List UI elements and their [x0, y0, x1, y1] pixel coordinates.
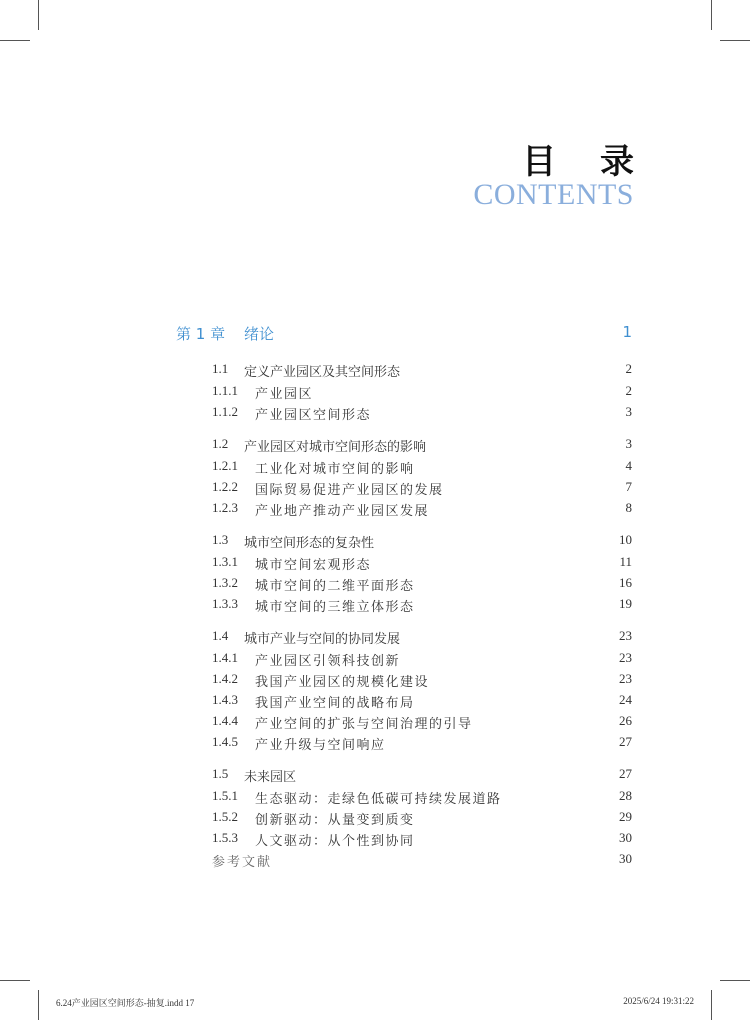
subsection-page: 30	[619, 830, 632, 845]
crop-mark	[720, 980, 750, 981]
section-title: 定义产业园区及其空间形态	[244, 365, 401, 380]
section-number: 1.1	[212, 361, 229, 376]
subsection-title: 国际贸易促进产业园区的发展	[255, 483, 444, 498]
section-page: 27	[619, 766, 632, 781]
toc-subsection-entry[interactable]	[0, 692, 750, 712]
crop-mark	[38, 990, 39, 1020]
subsection-title: 城市空间的二维平面形态	[255, 579, 415, 594]
subsection-page: 16	[619, 575, 632, 590]
subsection-title: 城市空间宏观形态	[255, 558, 372, 573]
section-number: 1.4	[212, 628, 229, 643]
page-subtitle: CONTENTS	[473, 178, 634, 211]
toc-subsection-entry[interactable]	[0, 383, 750, 403]
section-page: 10	[619, 532, 632, 547]
section-page: 23	[619, 628, 632, 643]
subsection-title: 产业园区引领科技创新	[255, 654, 401, 669]
subsection-page: 2	[625, 383, 632, 398]
subsection-page: 28	[619, 788, 632, 803]
subsection-number: 1.3.3	[212, 596, 238, 611]
section-number: 1.5	[212, 766, 229, 781]
section-page: 2	[625, 361, 632, 376]
subsection-page: 4	[625, 458, 632, 473]
subsection-number: 1.5.3	[212, 830, 238, 845]
toc-chapter-entry[interactable]	[0, 323, 750, 343]
print-slug-date: 2025/6/24 19:31:22	[623, 996, 694, 1006]
toc-subsection-entry[interactable]	[0, 479, 750, 499]
toc-subsection-entry[interactable]	[0, 500, 750, 520]
toc-subsection-entry[interactable]	[0, 671, 750, 691]
subsection-title: 产业园区空间形态	[255, 408, 372, 423]
toc-subsection-entry[interactable]	[0, 458, 750, 478]
subsection-number: 1.3.2	[212, 575, 238, 590]
subsection-title: 工业化对城市空间的影响	[255, 462, 415, 477]
subsection-title: 创新驱动：从量变到质变	[255, 813, 415, 828]
subsection-page: 26	[619, 713, 632, 728]
toc-subsection-entry[interactable]	[0, 809, 750, 829]
references-page: 30	[619, 851, 632, 866]
chapter-number: 第 1 章	[176, 325, 226, 343]
subsection-number: 1.4.3	[212, 692, 238, 707]
subsection-title: 产业地产推动产业园区发展	[255, 504, 430, 519]
subsection-title: 产业升级与空间响应	[255, 738, 386, 753]
crop-mark	[38, 0, 39, 30]
toc-subsection-entry[interactable]	[0, 713, 750, 733]
subsection-number: 1.2.2	[212, 479, 238, 494]
toc-subsection-entry[interactable]	[0, 575, 750, 595]
subsection-page: 23	[619, 650, 632, 665]
subsection-page: 3	[625, 404, 632, 419]
subsection-page: 23	[619, 671, 632, 686]
toc-references-entry[interactable]	[0, 851, 750, 871]
section-number: 1.3	[212, 532, 229, 547]
subsection-page: 24	[619, 692, 632, 707]
subsection-page: 11	[619, 554, 632, 569]
toc-section-entry[interactable]	[0, 532, 750, 552]
subsection-number: 1.1.1	[212, 383, 238, 398]
subsection-page: 29	[619, 809, 632, 824]
crop-mark	[711, 0, 712, 30]
subsection-number: 1.2.1	[212, 458, 238, 473]
toc-subsection-entry[interactable]	[0, 650, 750, 670]
subsection-number: 1.2.3	[212, 500, 238, 515]
toc-subsection-entry[interactable]	[0, 596, 750, 616]
page-title: 目 录	[522, 142, 650, 182]
toc-subsection-entry[interactable]	[0, 404, 750, 424]
section-title: 未来园区	[244, 770, 297, 785]
subsection-title: 生态驱动：走绿色低碳可持续发展道路	[255, 792, 502, 807]
chapter-title: 绪论	[244, 325, 275, 343]
subsection-title: 我国产业空间的战略布局	[255, 696, 415, 711]
references-title: 参考文献	[212, 855, 273, 870]
crop-mark	[711, 990, 712, 1020]
subsection-page: 7	[625, 479, 632, 494]
toc-subsection-entry[interactable]	[0, 830, 750, 850]
crop-mark	[720, 40, 750, 41]
toc-subsection-entry[interactable]	[0, 788, 750, 808]
subsection-page: 19	[619, 596, 632, 611]
subsection-title: 产业园区	[255, 387, 314, 402]
section-title: 产业园区对城市空间形态的影响	[244, 440, 427, 455]
subsection-title: 人文驱动：从个性到协同	[255, 834, 415, 849]
toc-section-entry[interactable]	[0, 361, 750, 381]
toc-section-entry[interactable]	[0, 766, 750, 786]
subsection-number: 1.4.4	[212, 713, 238, 728]
subsection-number: 1.5.1	[212, 788, 238, 803]
section-title: 城市产业与空间的协同发展	[244, 632, 401, 647]
chapter-page: 1	[622, 323, 632, 341]
toc-section-entry[interactable]	[0, 436, 750, 456]
toc-subsection-entry[interactable]	[0, 554, 750, 574]
subsection-number: 1.3.1	[212, 554, 238, 569]
subsection-title: 城市空间的三维立体形态	[255, 600, 415, 615]
section-title: 城市空间形态的复杂性	[244, 536, 375, 551]
toc-section-entry[interactable]	[0, 628, 750, 648]
toc-subsection-entry[interactable]	[0, 734, 750, 754]
crop-mark	[0, 40, 30, 41]
crop-mark	[0, 980, 30, 981]
subsection-number: 1.5.2	[212, 809, 238, 824]
print-slug-file: 6.24产业园区空间形态-抽复.indd 17	[56, 998, 195, 1008]
subsection-page: 27	[619, 734, 632, 749]
subsection-number: 1.1.2	[212, 404, 238, 419]
subsection-number: 1.4.5	[212, 734, 238, 749]
subsection-page: 8	[625, 500, 632, 515]
section-number: 1.2	[212, 436, 229, 451]
subsection-number: 1.4.1	[212, 650, 238, 665]
section-page: 3	[625, 436, 632, 451]
subsection-title: 产业空间的扩张与空间治理的引导	[255, 717, 473, 732]
subsection-title: 我国产业园区的规模化建设	[255, 675, 430, 690]
subsection-number: 1.4.2	[212, 671, 238, 686]
